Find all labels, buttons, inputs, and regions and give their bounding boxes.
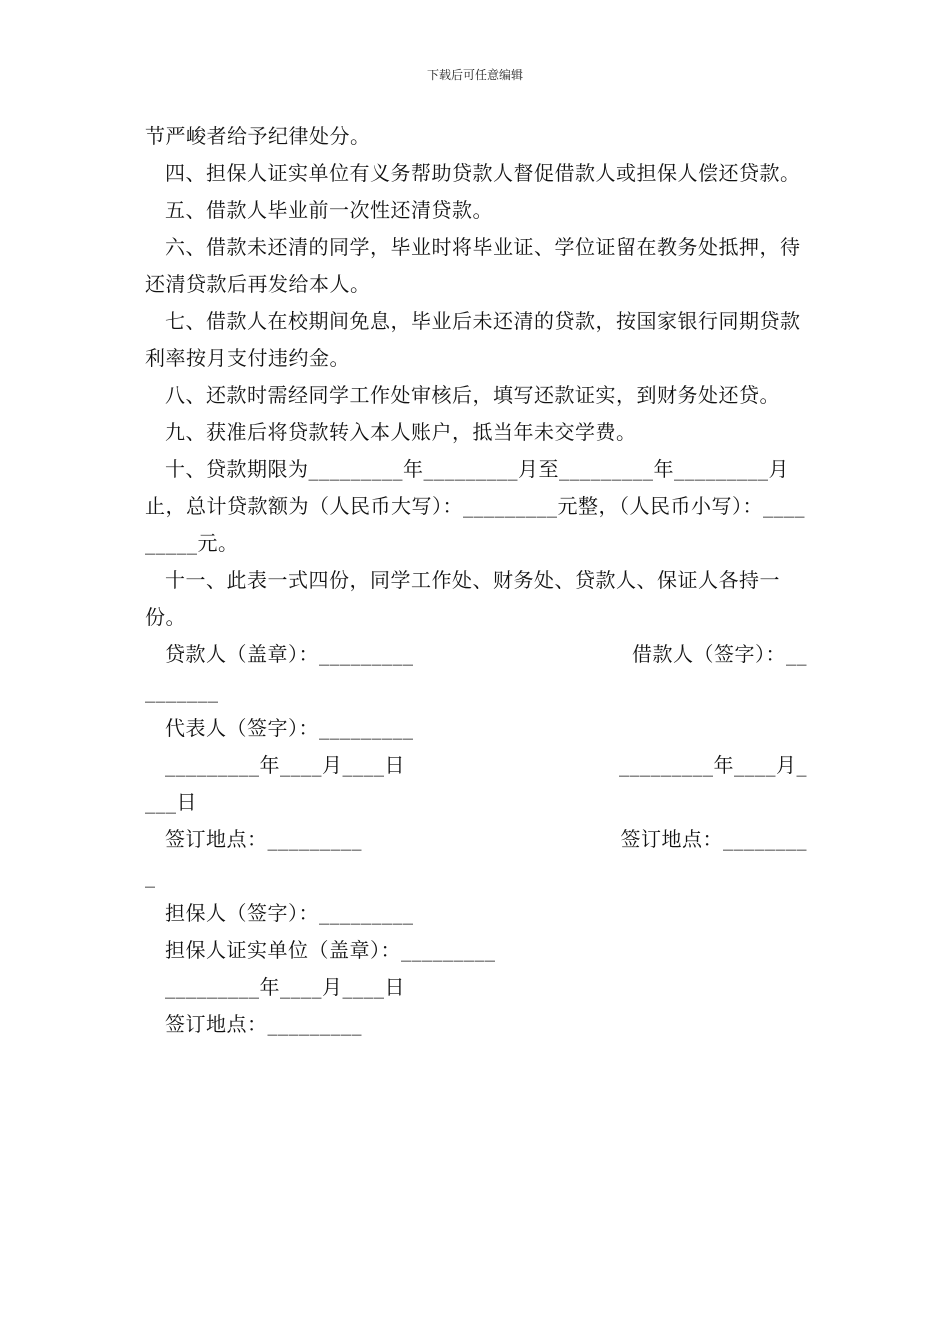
clause-7: 七、借款人在校期间免息，毕业后未还清的贷款，按国家银行同期贷款利率按月支付违约金。	[145, 309, 801, 370]
clause-8: 八、还款时需经同学工作处审核后，填写还款证实，到财务处还贷。	[165, 383, 780, 407]
lender-stamp-field: 贷款人（盖章）：_________	[165, 642, 414, 666]
signature-row-lender-borrower	[145, 636, 807, 673]
place-left-field: 签订地点：_________	[165, 827, 362, 851]
borrower-sign-field-wrap: _______	[145, 679, 219, 703]
date-left-field: _________年____月____日	[165, 753, 405, 777]
date-right-field-wrap: ___日	[145, 790, 197, 814]
clause-5: 五、借款人毕业前一次性还清贷款。	[165, 198, 493, 222]
date-right-field: _________年____月_	[619, 753, 807, 777]
borrower-sign-field: 借款人（签字）：__	[632, 642, 807, 666]
date-bottom-field: _________年____月____日	[165, 975, 405, 999]
document-body	[145, 118, 807, 1043]
clause-10: 十、贷款期限为_________年_________月至_________年_________月止，总计贷款额为（人民币大写）：_________元整，（人民币小写）：_________元。	[145, 457, 805, 555]
guarantor-unit-stamp-field: 担保人证实单位（盖章）：_________	[165, 938, 496, 962]
representative-sign-field: 代表人（签字）：_________	[165, 716, 414, 740]
clause-9: 九、获准后将贷款转入本人账户，抵当年未交学费。	[165, 420, 637, 444]
clause-6: 六、借款未还清的同学，毕业时将毕业证、学位证留在教务处抵押，待还清贷款后再发给本人。	[145, 235, 801, 296]
place-right-field: 签订地点：________	[620, 827, 807, 851]
clause-11: 十一、此表一式四份，同学工作处、财务处、贷款人、保证人各持一份。	[145, 568, 780, 629]
place-row	[145, 821, 807, 858]
place-bottom-field: 签订地点：_________	[165, 1012, 362, 1036]
paragraph-continuation: 节严峻者给予纪律处分。	[145, 124, 371, 148]
place-right-field-wrap: _	[145, 864, 156, 888]
date-row	[145, 747, 807, 784]
clause-4: 四、担保人证实单位有义务帮助贷款人督促借款人或担保人偿还贷款。	[165, 161, 801, 185]
guarantor-sign-field: 担保人（签字）：_________	[165, 901, 414, 925]
page-header: 下载后可任意编辑	[426, 68, 523, 82]
